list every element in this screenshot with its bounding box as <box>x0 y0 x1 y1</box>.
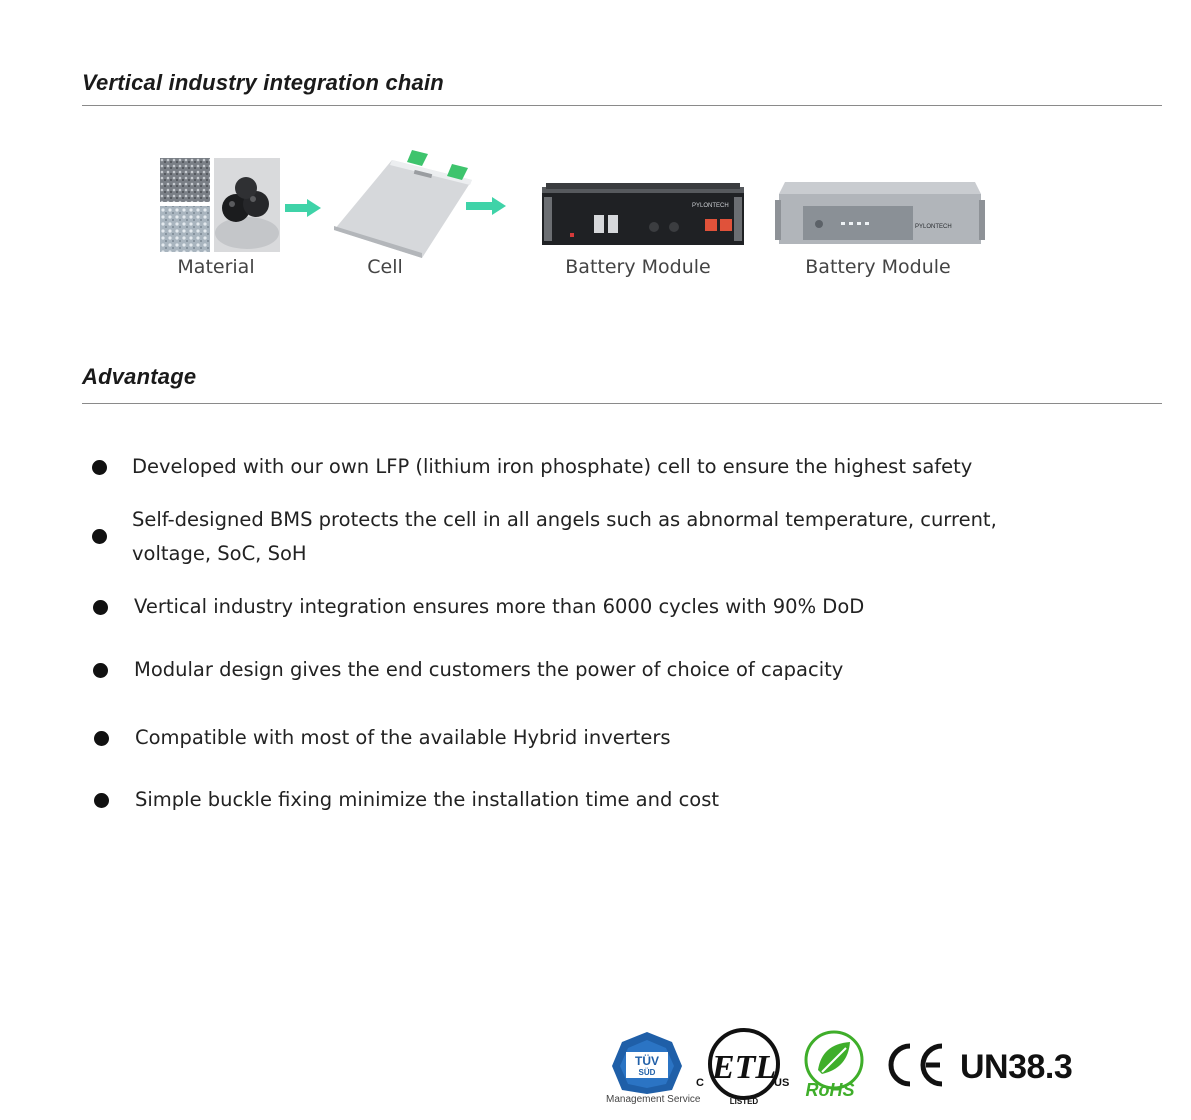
svg-text:SÜD: SÜD <box>638 1068 656 1077</box>
rohs-logo <box>800 1030 868 1100</box>
bullet-icon <box>93 663 108 678</box>
ce-mark-text <box>952 1040 953 1041</box>
advantage-section-title: Advantage <box>82 364 197 389</box>
battery-module-silver-image <box>775 182 985 246</box>
chain-section-title: Vertical industry integration chain <box>82 70 444 95</box>
advantage-text-continued: voltage, SoC, SoH <box>132 542 307 565</box>
bullet-icon <box>94 793 109 808</box>
advantage-text: Simple buckle fixing minimize the installation time and cost <box>135 788 720 811</box>
ce-logo <box>882 1040 952 1090</box>
bullet-icon <box>93 600 108 615</box>
module-brand: PYLONTECH <box>915 224 952 230</box>
cell-image <box>330 150 475 260</box>
etl-logo <box>696 1026 792 1106</box>
svg-text:US: US <box>774 1077 790 1089</box>
module-brand: PYLONTECH <box>692 203 729 209</box>
chain-arrow-icon <box>466 197 506 220</box>
svg-text:LISTED: LISTED <box>729 1097 759 1106</box>
chain-step-label: Battery Module <box>805 256 951 278</box>
chain-step-label: Battery Module <box>565 256 711 278</box>
svg-text:RoHS: RoHS <box>805 1080 855 1100</box>
advantage-text: Developed with our own LFP (lithium iron phosphate) cell to ensure the highest safety <box>132 455 973 478</box>
advantage-section-divider <box>82 403 1162 404</box>
svg-text:TÜV: TÜV <box>635 1054 659 1068</box>
chain-section-divider <box>82 105 1162 106</box>
chain-step-label: Cell <box>367 256 403 278</box>
advantage-text: Vertical industry integration ensures more than 6000 cycles with 90% DoD <box>134 595 865 618</box>
chain-step-label: Material <box>177 256 255 278</box>
bullet-icon <box>94 731 109 746</box>
un38-3-mark: UN38.3 <box>960 1048 1073 1086</box>
tuv-logo <box>604 1030 701 1110</box>
svg-text:ETL: ETL <box>711 1049 777 1086</box>
material-image <box>160 158 280 252</box>
battery-module-black-image <box>542 183 744 245</box>
bullet-icon <box>92 460 107 475</box>
advantage-text: Self-designed BMS protects the cell in all angels such as abnormal temperature, current, <box>132 508 997 531</box>
advantage-text: Modular design gives the end customers the power of choice of capacity <box>134 658 844 681</box>
svg-text:C: C <box>696 1077 704 1089</box>
advantage-text: Compatible with most of the available Hybrid inverters <box>135 726 671 749</box>
tuv-caption: Management Service <box>606 1094 701 1105</box>
bullet-icon <box>92 529 107 544</box>
chain-arrow-icon <box>285 199 321 222</box>
